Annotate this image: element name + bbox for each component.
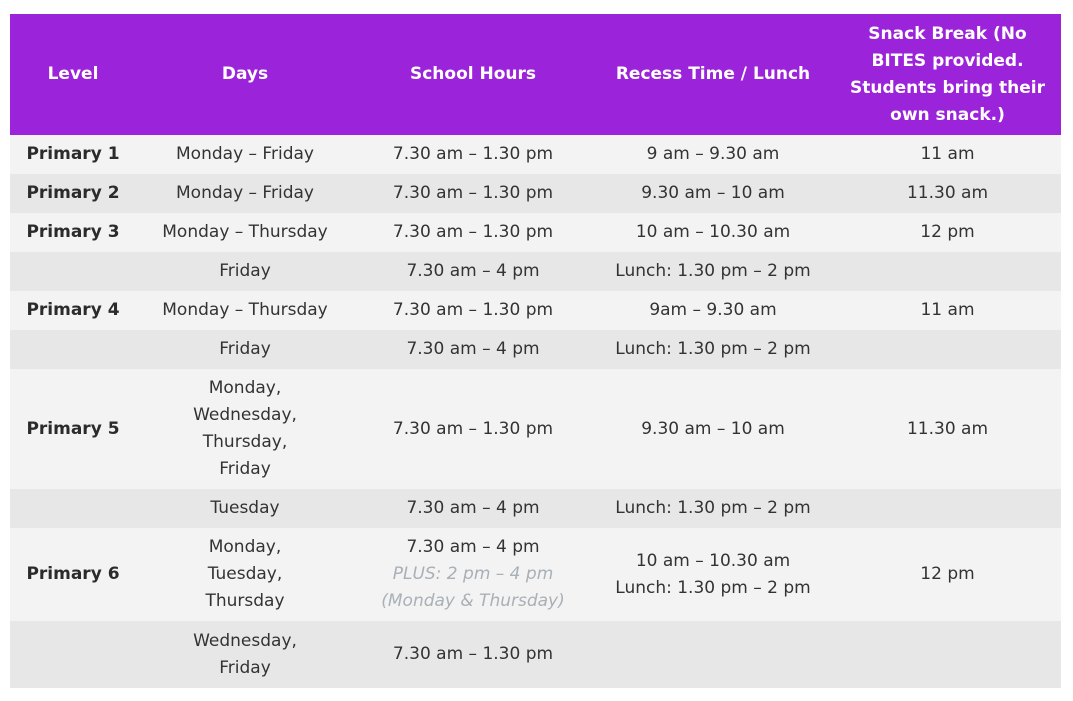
table-body	[10, 135, 1061, 688]
days-line: Tuesday	[210, 498, 280, 518]
recess-lunch-cell	[592, 528, 834, 621]
school-hours-value: 7.30 am – 4 pm	[406, 339, 540, 359]
header-row	[10, 14, 1061, 135]
header-snack-line: (No BITES provided.	[871, 23, 1027, 71]
days-line: Monday,	[208, 378, 282, 398]
days-line: Friday	[219, 459, 271, 479]
header-level: Level	[10, 14, 136, 135]
days-cell	[136, 213, 354, 252]
days-line: Monday – Friday	[176, 183, 314, 203]
table-row	[10, 135, 1061, 174]
days-line: Monday – Thursday	[162, 222, 328, 242]
school-hours-cell	[354, 528, 592, 621]
snack-break-cell: 12 pm	[834, 213, 1061, 252]
days-cell	[136, 621, 354, 688]
table-row	[10, 252, 1061, 291]
table-row	[10, 621, 1061, 688]
recess-lunch-cell	[592, 174, 834, 213]
days-cell	[136, 489, 354, 528]
header-days: Days	[136, 14, 354, 135]
days-line: Tuesday,	[207, 564, 283, 584]
recess-line: Lunch: 1.30 pm – 2 pm	[615, 498, 811, 518]
days-cell	[136, 330, 354, 369]
level-cell: Primary 1	[10, 135, 136, 174]
days-cell	[136, 291, 354, 330]
snack-break-cell: 11 am	[834, 135, 1061, 174]
school-hours-cell	[354, 252, 592, 291]
header-snack-break	[834, 14, 1061, 135]
school-hours-note: PLUS: 2 pm – 4 pm	[392, 564, 554, 584]
days-cell	[136, 369, 354, 489]
days-line: Monday – Thursday	[162, 300, 328, 320]
snack-break-cell: 12 pm	[834, 528, 1061, 621]
recess-lunch-cell	[592, 213, 834, 252]
school-hours-cell	[354, 213, 592, 252]
recess-line: Lunch: 1.30 pm – 2 pm	[615, 577, 811, 598]
school-hours-cell	[354, 489, 592, 528]
snack-break-cell	[834, 330, 1061, 369]
school-hours-value: 7.30 am – 4 pm	[406, 498, 540, 518]
recess-lunch-cell	[592, 252, 834, 291]
header-snack-line: their own snack.)	[890, 77, 1045, 125]
recess-line: 9.30 am – 10 am	[641, 418, 785, 439]
days-line: Friday	[219, 657, 271, 678]
recess-lunch-cell	[592, 621, 834, 688]
header-snack-line: Snack Break	[868, 23, 988, 44]
table-row	[10, 489, 1061, 528]
level-cell	[10, 621, 136, 688]
level-cell	[10, 252, 136, 291]
level-cell: Primary 3	[10, 213, 136, 252]
days-line: Thursday,	[202, 432, 288, 452]
table-row	[10, 213, 1061, 252]
days-line: Monday – Friday	[176, 144, 314, 164]
level-cell	[10, 330, 136, 369]
school-hours-value: 7.30 am – 1.30 pm	[392, 222, 554, 242]
recess-line: 9 am – 9.30 am	[646, 144, 780, 164]
school-hours-table	[10, 14, 1061, 688]
school-hours-value: 7.30 am – 1.30 pm	[392, 418, 554, 439]
school-hours-value: 7.30 am – 1.30 pm	[392, 144, 554, 164]
recess-line: 10 am – 10.30 am	[635, 222, 791, 242]
header-recess-line: Lunch	[752, 64, 811, 84]
snack-break-cell: 11 am	[834, 291, 1061, 330]
recess-line: Lunch: 1.30 pm – 2 pm	[615, 339, 811, 359]
days-cell	[136, 528, 354, 621]
recess-line: 9.30 am – 10 am	[641, 183, 785, 203]
table-row	[10, 291, 1061, 330]
days-line: Thursday	[205, 591, 285, 611]
snack-break-cell: 11.30 am	[834, 369, 1061, 489]
days-cell	[136, 252, 354, 291]
level-cell: Primary 5	[10, 369, 136, 489]
school-hours-cell	[354, 291, 592, 330]
recess-lunch-cell	[592, 489, 834, 528]
school-hours-value: 7.30 am – 1.30 pm	[392, 183, 554, 203]
level-cell: Primary 6	[10, 528, 136, 621]
level-cell: Primary 2	[10, 174, 136, 213]
snack-break-cell	[834, 489, 1061, 528]
school-hours-cell	[354, 369, 592, 489]
school-hours-value: 7.30 am – 1.30 pm	[392, 644, 554, 664]
school-hours-cell	[354, 135, 592, 174]
days-line: Friday	[219, 261, 271, 281]
school-hours-value: 7.30 am – 1.30 pm	[392, 300, 554, 320]
level-cell	[10, 489, 136, 528]
table-row	[10, 528, 1061, 621]
days-line: Wednesday,	[193, 630, 297, 651]
header-recess-lunch	[592, 14, 834, 135]
days-cell	[136, 135, 354, 174]
recess-line: Lunch: 1.30 pm – 2 pm	[615, 261, 811, 281]
table-row	[10, 330, 1061, 369]
recess-line: 9am – 9.30 am	[649, 300, 777, 320]
snack-break-cell: 11.30 am	[834, 174, 1061, 213]
table-row	[10, 369, 1061, 489]
school-hours-note: (Monday & Thursday)	[381, 591, 565, 611]
days-line: Monday,	[208, 537, 282, 557]
school-hours-value: 7.30 am – 4 pm	[406, 537, 540, 557]
recess-lunch-cell	[592, 291, 834, 330]
recess-lunch-cell	[592, 369, 834, 489]
days-line: Wednesday,	[193, 405, 297, 425]
header-recess-line: Recess Time /	[615, 64, 748, 84]
snack-break-cell	[834, 621, 1061, 688]
school-hours-value: 7.30 am – 4 pm	[406, 261, 540, 281]
header-school-hours: School Hours	[354, 14, 592, 135]
level-cell: Primary 4	[10, 291, 136, 330]
school-hours-cell	[354, 330, 592, 369]
recess-lunch-cell	[592, 135, 834, 174]
days-cell	[136, 174, 354, 213]
school-hours-cell	[354, 174, 592, 213]
table-row	[10, 174, 1061, 213]
snack-break-cell	[834, 252, 1061, 291]
days-line: Friday	[219, 339, 271, 359]
school-hours-cell	[354, 621, 592, 688]
header-snack-line: Students bring	[850, 77, 994, 98]
recess-lunch-cell	[592, 330, 834, 369]
recess-line: 10 am – 10.30 am	[635, 550, 791, 571]
